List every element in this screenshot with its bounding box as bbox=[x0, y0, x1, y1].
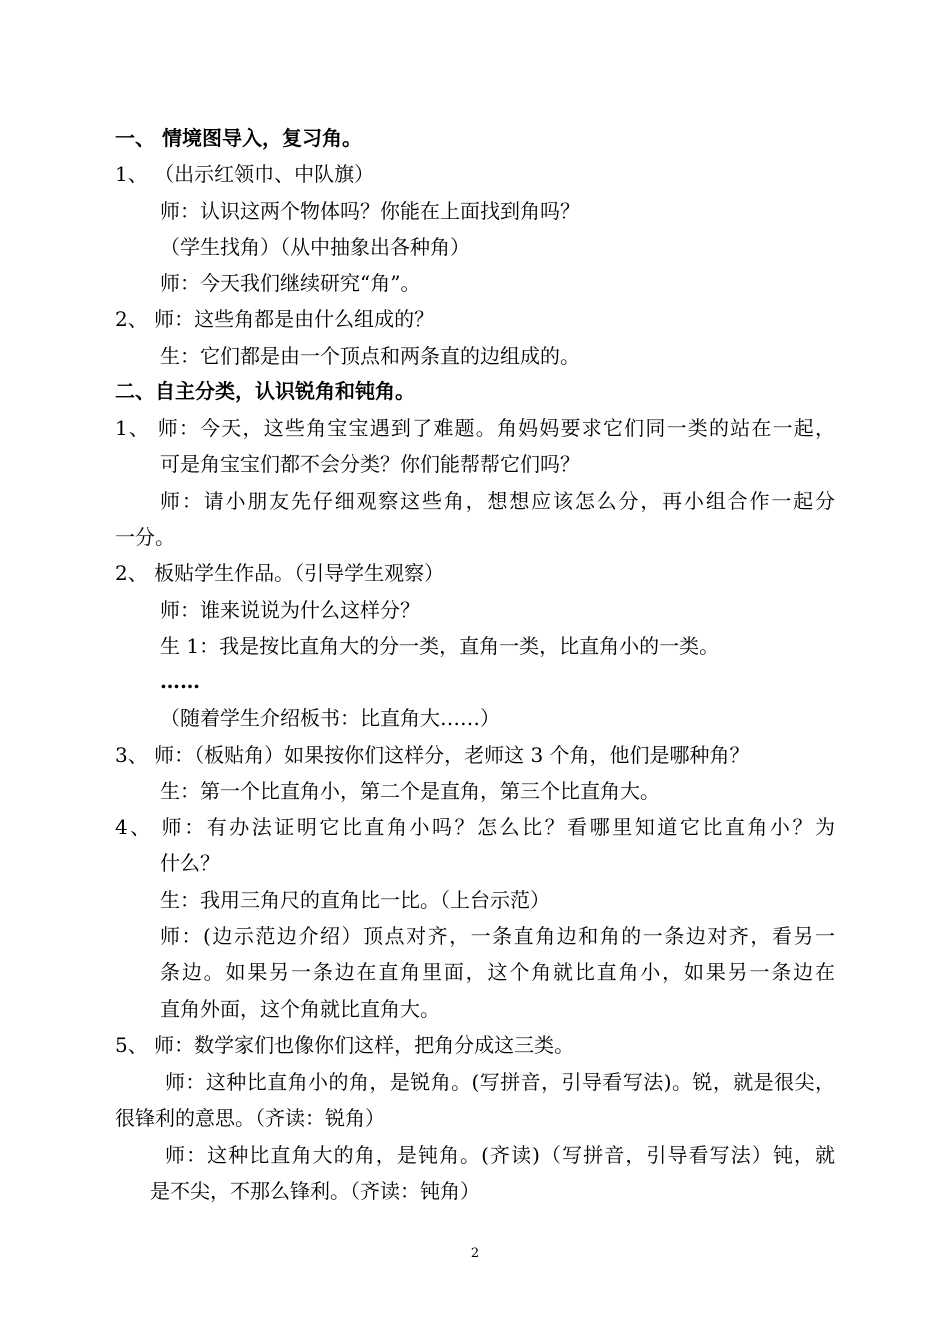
text-line: 2、 板贴学生作品。（引导学生观察） bbox=[115, 561, 445, 585]
text-line: 直角外面，这个角就比直角大。 bbox=[160, 997, 440, 1021]
text-line: 师：谁来说说为什么这样分？ bbox=[160, 598, 420, 622]
section-heading-1: 一、 情境图导入，复习角。 bbox=[115, 126, 362, 150]
text-line: 师：请小朋友先仔细观察这些角，想想应该怎么分，再小组合作一起分 bbox=[160, 489, 835, 513]
text-line: 条边。如果另一条边在直角里面，这个角就比直角小，如果另一条边在 bbox=[160, 960, 835, 984]
text-line: 师：这种比直角小的角，是锐角。(写拼音，引导看写法)。锐，就是很尖， bbox=[165, 1070, 835, 1094]
text-line: 5、 师：数学家们也像你们这样，把角分成这三类。 bbox=[115, 1033, 575, 1057]
text-line: 很锋利的意思。（齐读：锐角） bbox=[115, 1106, 385, 1130]
text-line: 师：这种比直角大的角，是钝角。(齐读)（写拼音，引导看写法）钝，就 bbox=[165, 1143, 835, 1167]
text-line: 生 1：我是按比直角大的分一类，直角一类，比直角小的一类。 bbox=[160, 634, 720, 658]
text-line: 生：第一个比直角小，第二个是直角，第三个比直角大。 bbox=[160, 779, 660, 803]
text-line: 生：我用三角尺的直角比一比。（上台示范） bbox=[160, 888, 550, 912]
text-line: 师：今天我们继续研究“角”。 bbox=[160, 271, 421, 295]
text-line: 1、 （出示红领巾、中队旗） bbox=[115, 162, 375, 186]
text-line: 可是角宝宝们都不会分类？你们能帮帮它们吗？ bbox=[160, 452, 580, 476]
text-line: 是不尖，不那么锋利。（齐读：钝角） bbox=[150, 1179, 480, 1203]
ellipsis-line: …… bbox=[160, 669, 200, 693]
text-line: （随着学生介绍板书：比直角大……） bbox=[160, 706, 500, 730]
text-line: （学生找角）（从中抽象出各种角） bbox=[160, 235, 470, 259]
text-line: 生：它们都是由一个顶点和两条直的边组成的。 bbox=[160, 344, 580, 368]
text-line: 1、 师：今天，这些角宝宝遇到了难题。角妈妈要求它们同一类的站在一起， bbox=[115, 416, 835, 440]
text-line: 3、 师：（板贴角）如果按你们这样分，老师这 3 个角，他们是哪种角？ bbox=[115, 743, 750, 767]
section-heading-2: 二、自主分类，认识锐角和钝角。 bbox=[115, 379, 415, 403]
text-line: 一分。 bbox=[115, 525, 175, 549]
text-line: 4、 师：有办法证明它比直角小吗？怎么比？看哪里知道它比直角小？为 bbox=[115, 815, 835, 839]
text-line: 师：认识这两个物体吗？你能在上面找到角吗？ bbox=[160, 199, 580, 223]
text-line: 师：(边示范边介绍）顶点对齐，一条直角边和角的一条边对齐，看另一 bbox=[160, 924, 835, 948]
text-line: 什么？ bbox=[160, 851, 220, 875]
text-line: 2、 师：这些角都是由什么组成的？ bbox=[115, 307, 435, 331]
page-number: 2 bbox=[470, 1246, 480, 1261]
